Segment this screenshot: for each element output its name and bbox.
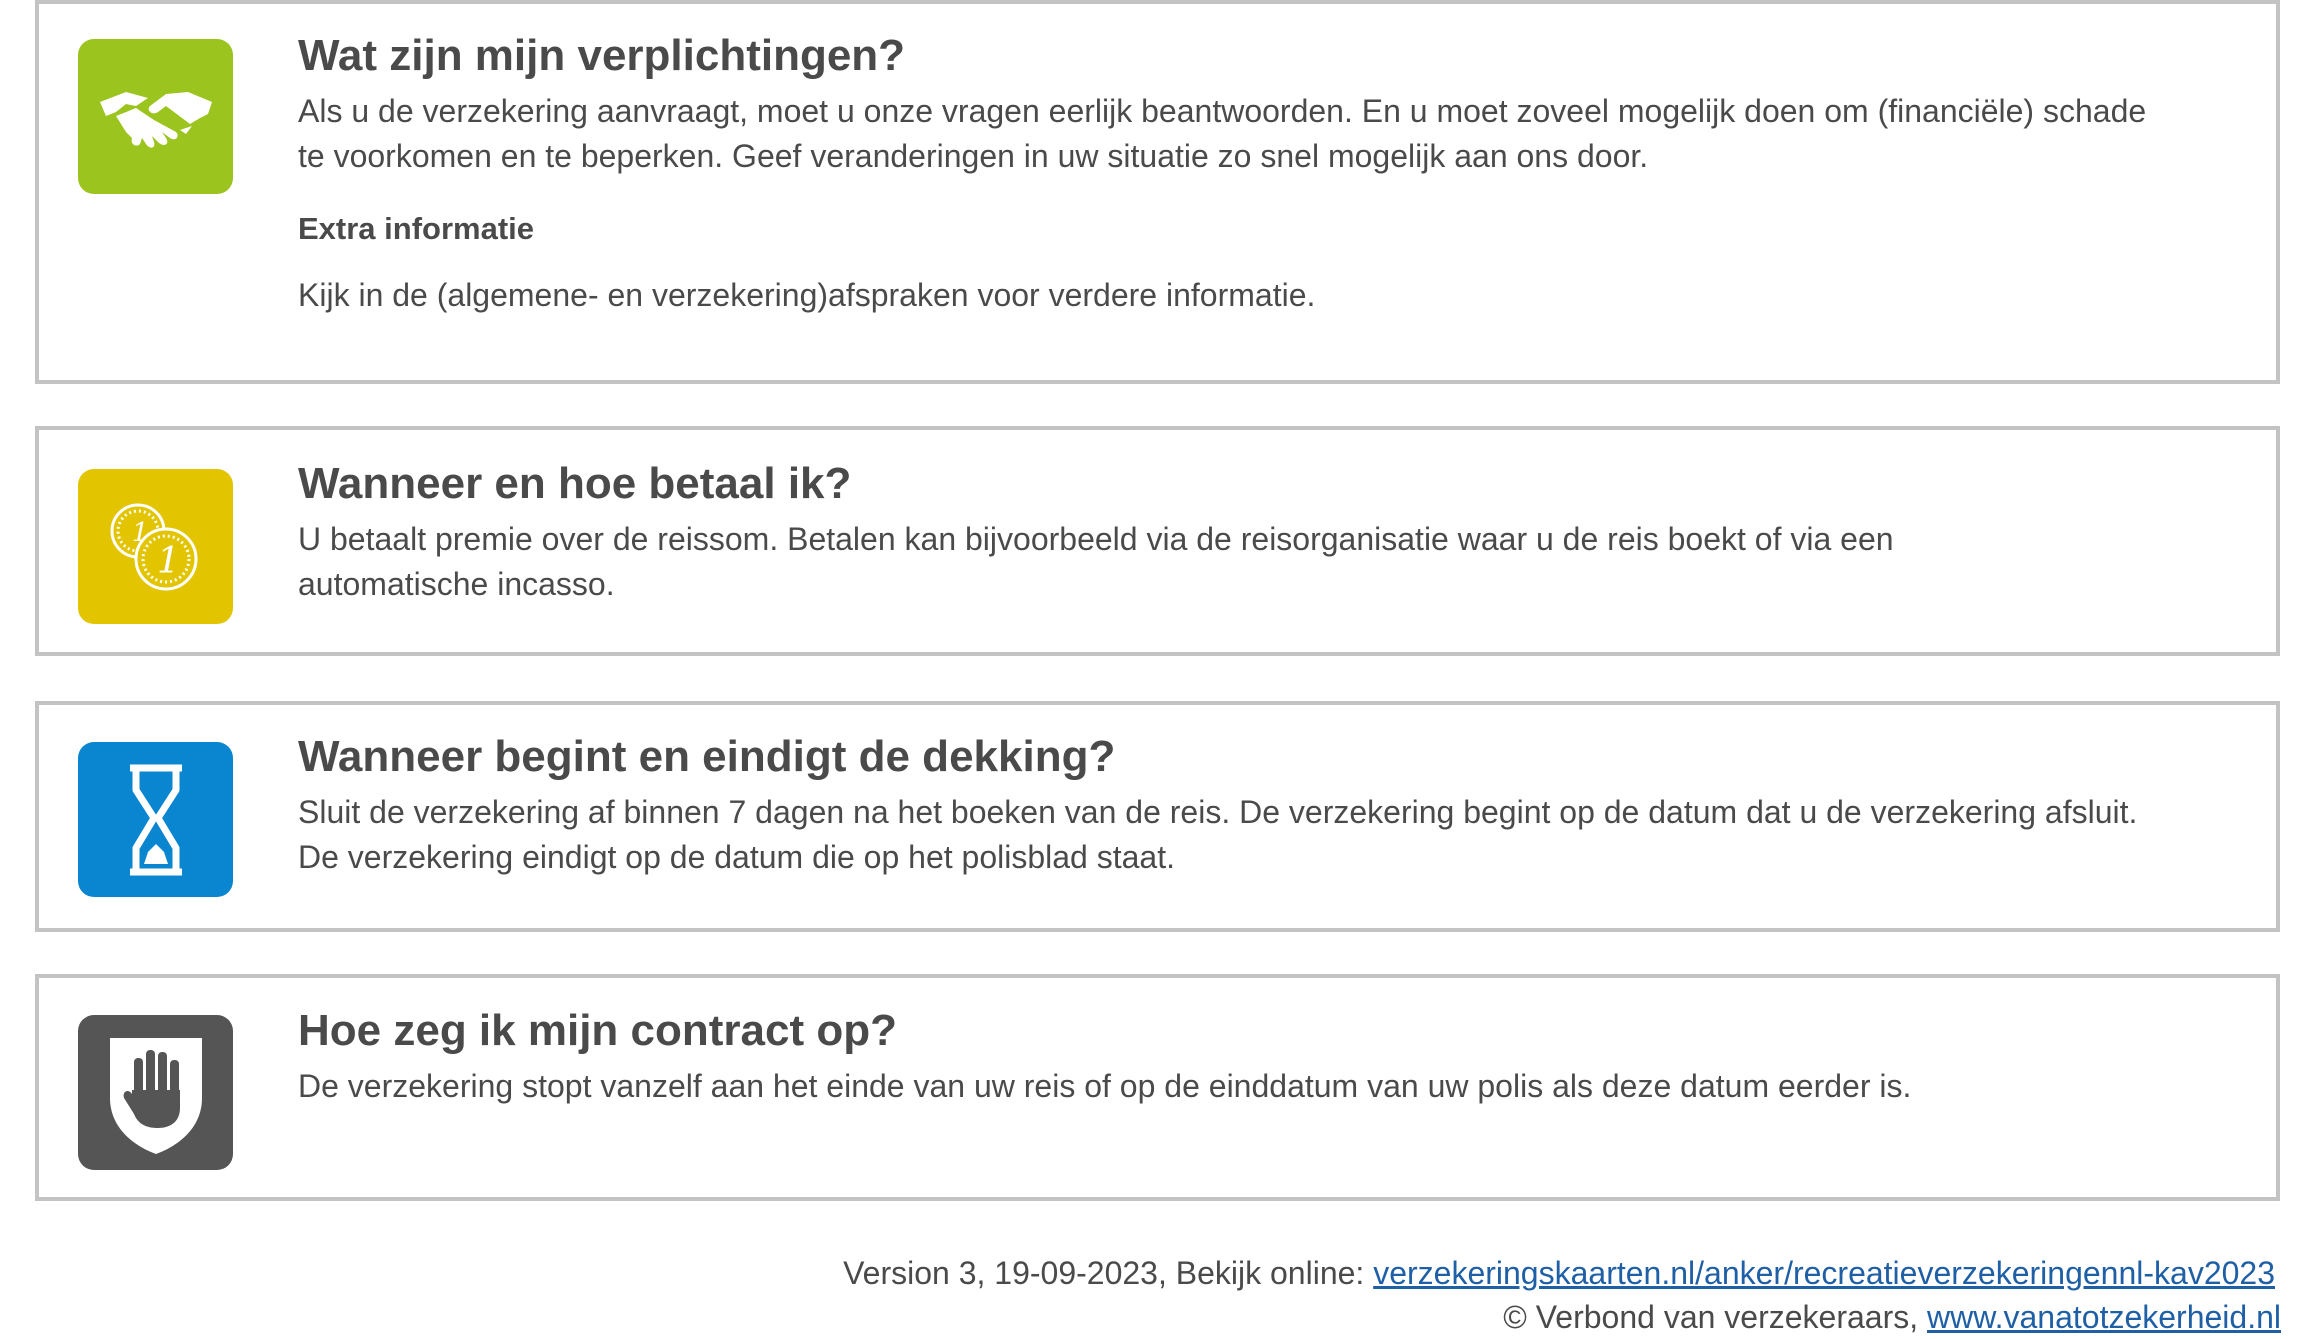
copyright-text: © Verbond van verzekeraars, — [1503, 1299, 1928, 1335]
section-title: Wat zijn mijn verplichtingen? — [298, 31, 906, 80]
section-title: Wanneer begint en eindigt de dekking? — [298, 732, 1116, 781]
obligations-section — [35, 0, 2280, 384]
site-link[interactable]: www.vanatotzekerheid.nl — [1927, 1299, 2281, 1335]
section-body-line: Als u de verzekering aanvraagt, moet u onze vragen eerlijk beantwoorden. En u moet zoveel mogelijk doen om (financiële) schade — [298, 93, 2147, 129]
online-link[interactable]: verzekeringskaarten.nl/anker/recreatieverzekeringennl-kav2023 — [1373, 1255, 2275, 1291]
payment-section — [35, 426, 2280, 656]
stop-hand-shield-icon — [78, 1015, 233, 1170]
extra-info-text: Kijk in de (algemene- en verzekering)afspraken voor verdere informatie. — [298, 277, 1316, 313]
coin-label-back: 1 — [131, 517, 149, 548]
section-body — [298, 517, 2236, 607]
section-body — [298, 790, 2236, 880]
coins-icon — [78, 469, 233, 624]
section-body — [298, 89, 2236, 179]
copyright-footer — [1503, 1295, 2281, 1339]
version-footer — [843, 1251, 2275, 1295]
section-body-line: De verzekering eindigt op de datum die op het polisblad staat. — [298, 839, 1175, 875]
section-body-line: U betaalt premie over de reissom. Betalen kan bijvoorbeeld via de reisorganisatie waar u de reis boekt of via een — [298, 521, 1894, 557]
coverage-period-section — [35, 701, 2280, 932]
version-text: Version 3, 19-09-2023, Bekijk online: — [843, 1255, 1374, 1291]
section-body — [298, 1064, 2236, 1109]
handshake-icon — [78, 39, 233, 194]
section-body-line: te voorkomen en te beperken. Geef veranderingen in uw situatie zo snel mogelijk aan ons door. — [298, 138, 1649, 174]
hourglass-icon — [78, 742, 233, 897]
section-title: Hoe zeg ik mijn contract op? — [298, 1006, 897, 1055]
cancellation-section — [35, 974, 2280, 1201]
section-title: Wanneer en hoe betaal ik? — [298, 459, 852, 508]
extra-info-heading: Extra informatie — [298, 211, 535, 246]
section-body-line: Sluit de verzekering af binnen 7 dagen na het boeken van de reis. De verzekering begint op de datum dat u de verzekering afsluit. — [298, 794, 2138, 830]
section-body-line: De verzekering stopt vanzelf aan het einde van uw reis of op de einddatum van uw polis als deze datum eerder is. — [298, 1068, 1912, 1104]
section-body-line: automatische incasso. — [298, 566, 615, 602]
coin-label-front: 1 — [156, 540, 180, 582]
